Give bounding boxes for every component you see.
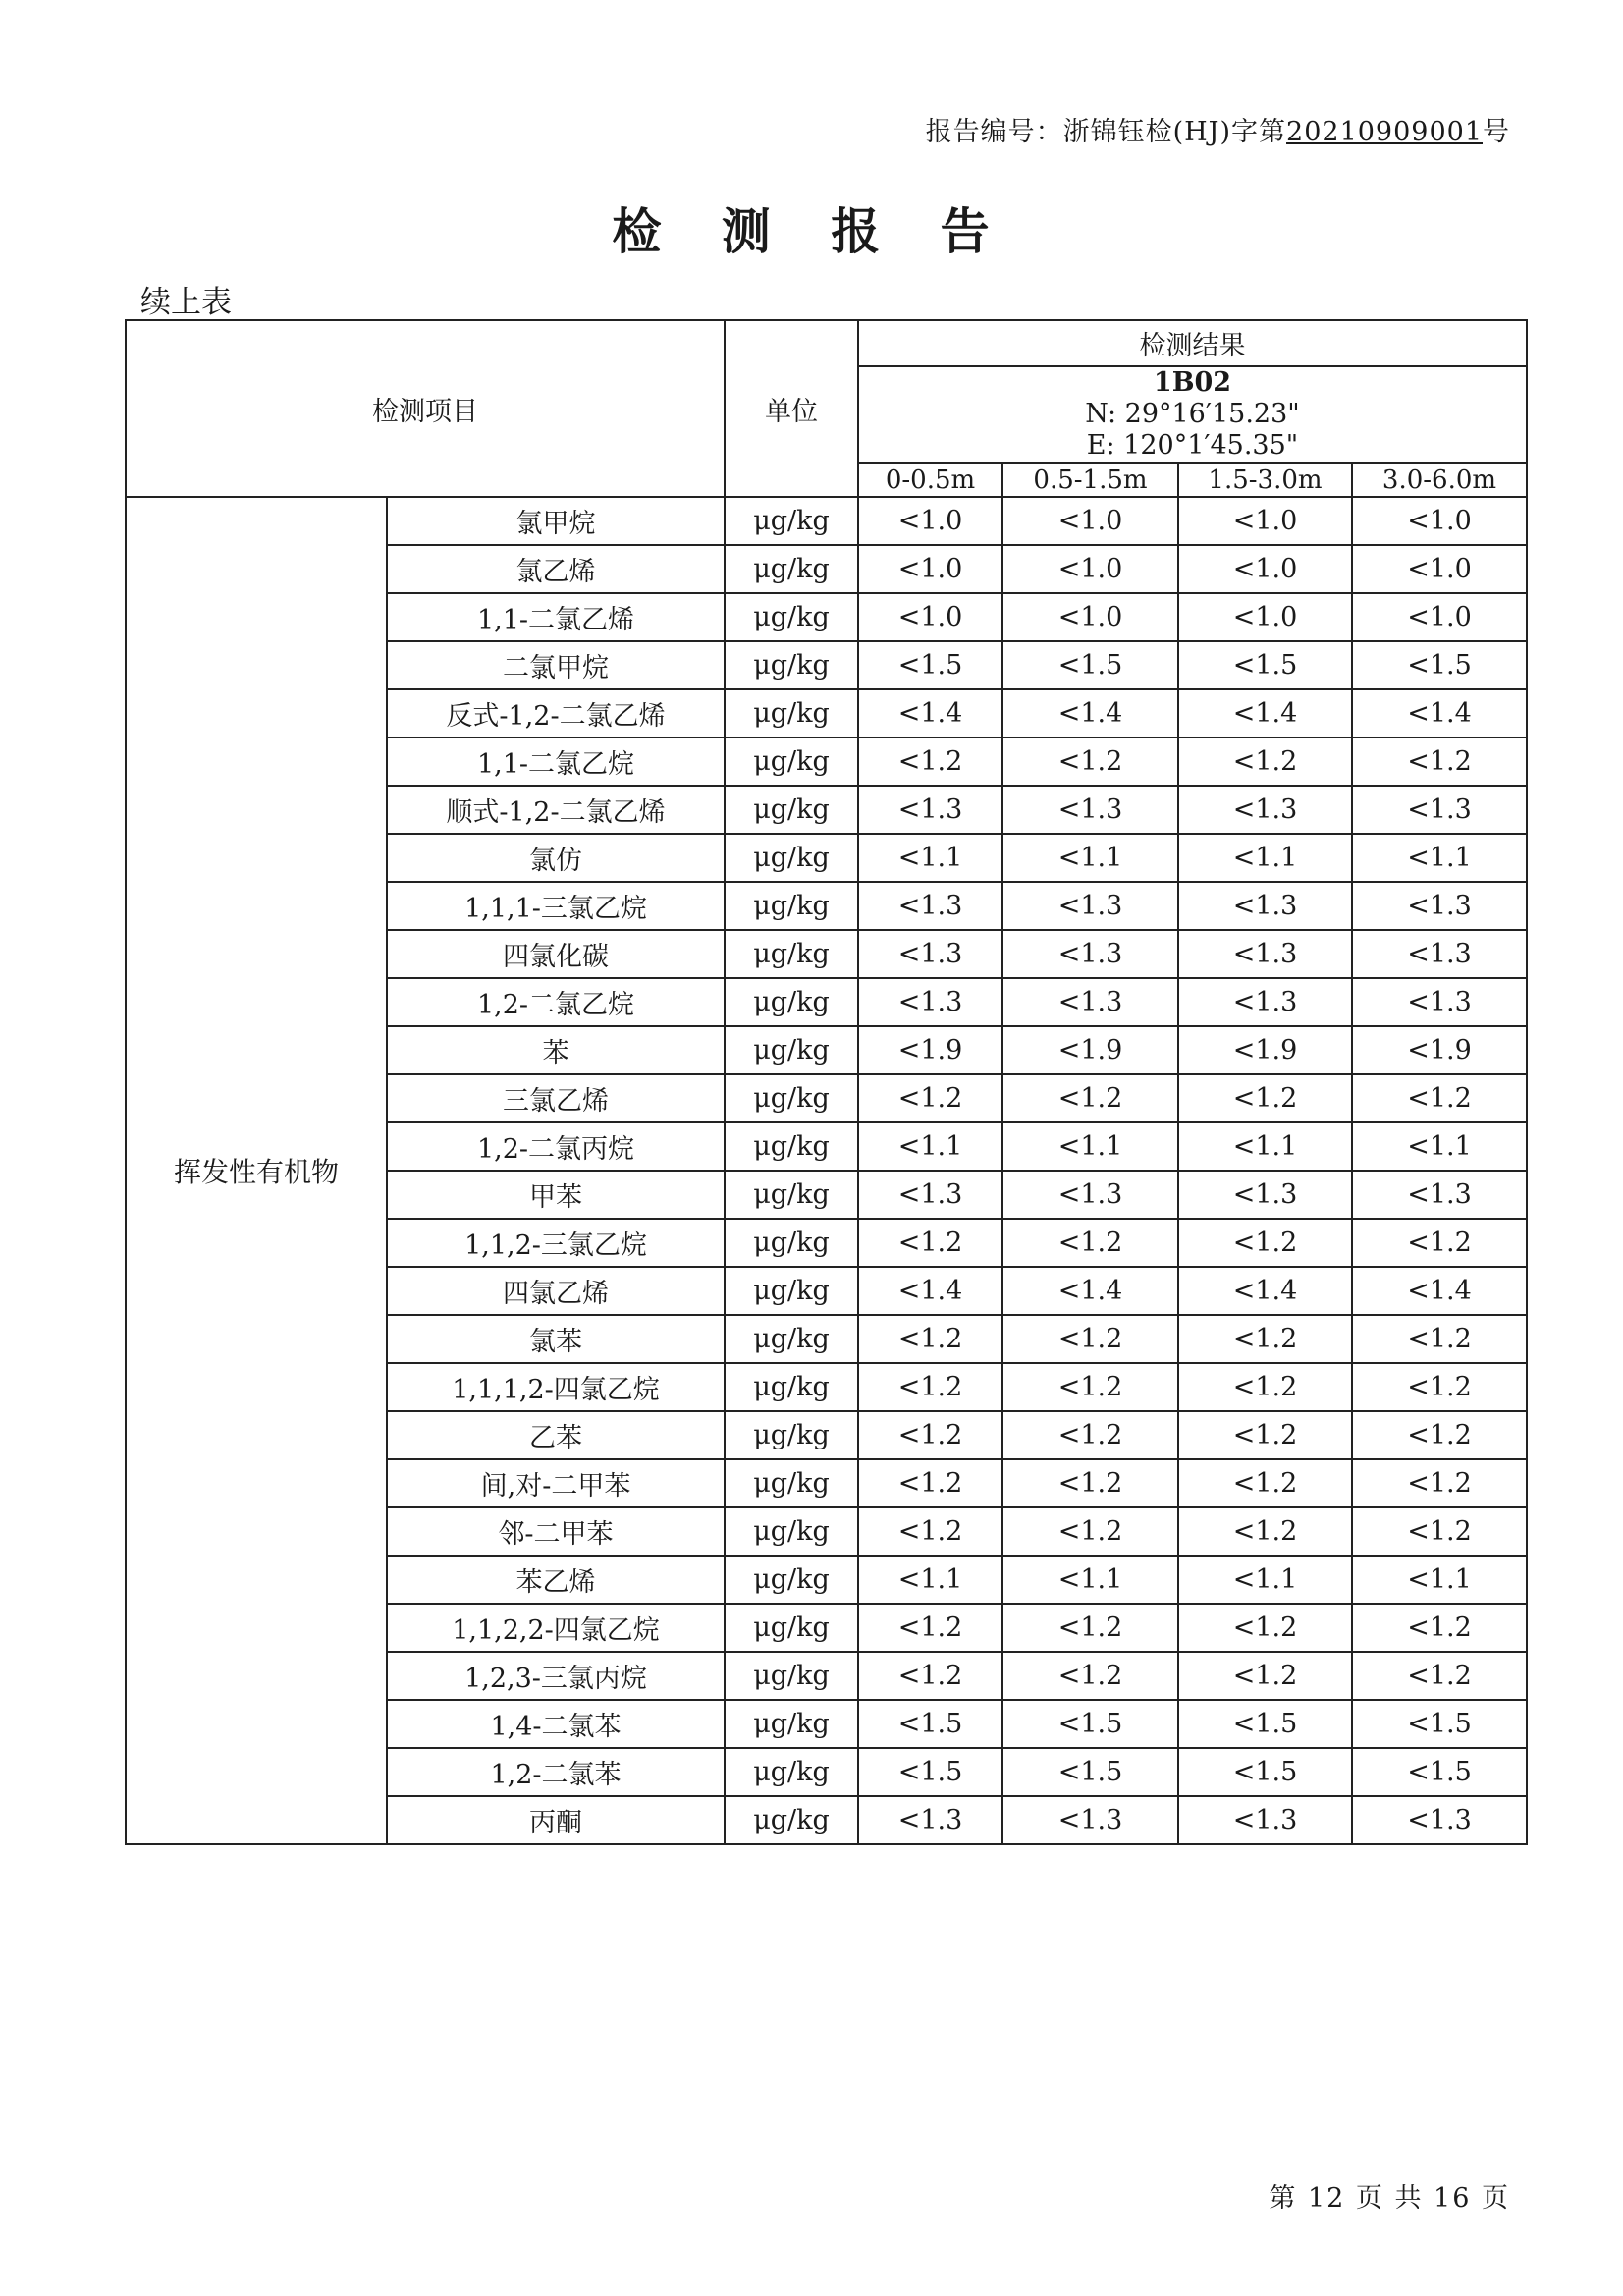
result-value: <1.0 [1002,545,1178,593]
result-value: <1.0 [1352,497,1527,545]
unit-cell: μg/kg [725,545,858,593]
unit-cell: μg/kg [725,1796,858,1844]
result-value: <1.5 [1352,641,1527,689]
compound-name: 间,对-二甲苯 [387,1459,725,1507]
results-column-header: 检测结果 [858,320,1527,366]
compound-name: 丙酮 [387,1796,725,1844]
result-value: <1.2 [1352,1604,1527,1652]
result-value: <1.2 [1178,738,1352,786]
result-value: <1.2 [1002,738,1178,786]
depth-header: 1.5-3.0m [1178,463,1352,497]
result-value: <1.2 [1352,1507,1527,1556]
unit-cell: μg/kg [725,1315,858,1363]
result-value: <1.5 [1352,1700,1527,1748]
unit-cell: μg/kg [725,1171,858,1219]
unit-cell: μg/kg [725,593,858,641]
result-value: <1.4 [1178,1267,1352,1315]
compound-name: 1,1-二氯乙烷 [387,738,725,786]
report-number-prefix: 报告编号：浙锦钰检(HJ)字第 [925,117,1287,147]
unit-cell: μg/kg [725,930,858,978]
result-value: <1.3 [858,786,1002,834]
result-value: <1.1 [858,834,1002,882]
result-value: <1.1 [858,1122,1002,1171]
unit-cell: μg/kg [725,1459,858,1507]
result-value: <1.2 [1002,1652,1178,1700]
category-cell: 挥发性有机物 [126,497,387,1844]
result-value: <1.2 [858,1074,1002,1122]
result-value: <1.2 [1178,1652,1352,1700]
result-value: <1.4 [1178,689,1352,738]
unit-cell: μg/kg [725,1556,858,1604]
result-value: <1.3 [1352,786,1527,834]
result-value: <1.2 [858,1363,1002,1411]
result-value: <1.2 [1002,1219,1178,1267]
result-value: <1.9 [1002,1026,1178,1074]
result-value: <1.2 [1178,1363,1352,1411]
site-latitude: N: 29°16′15.23" [1085,399,1300,429]
result-value: <1.5 [1352,1748,1527,1796]
unit-cell: μg/kg [725,1122,858,1171]
result-value: <1.2 [1178,1411,1352,1459]
result-value: <1.3 [1352,930,1527,978]
result-value: <1.3 [1178,786,1352,834]
result-value: <1.0 [1178,545,1352,593]
result-value: <1.2 [1178,1219,1352,1267]
result-value: <1.9 [1178,1026,1352,1074]
compound-name: 氯甲烷 [387,497,725,545]
result-value: <1.2 [1352,1315,1527,1363]
result-value: <1.2 [1178,1507,1352,1556]
result-value: <1.3 [1002,930,1178,978]
compound-name: 1,2-二氯苯 [387,1748,725,1796]
result-value: <1.9 [1352,1026,1527,1074]
unit-cell: μg/kg [725,1074,858,1122]
result-value: <1.2 [1352,1652,1527,1700]
result-value: <1.2 [858,1652,1002,1700]
result-value: <1.3 [1178,882,1352,930]
result-value: <1.5 [858,641,1002,689]
result-value: <1.3 [1178,978,1352,1026]
unit-cell: μg/kg [725,978,858,1026]
unit-cell: μg/kg [725,1363,858,1411]
result-value: <1.2 [1002,1315,1178,1363]
result-value: <1.2 [1002,1411,1178,1459]
compound-name: 1,1,1-三氯乙烷 [387,882,725,930]
result-value: <1.2 [1002,1074,1178,1122]
result-value: <1.4 [1002,1267,1178,1315]
compound-name: 苯 [387,1026,725,1074]
report-number [926,110,1510,148]
result-value: <1.2 [1178,1604,1352,1652]
result-value: <1.1 [1178,834,1352,882]
result-value: <1.0 [1178,497,1352,545]
unit-cell: μg/kg [725,1411,858,1459]
unit-cell: μg/kg [725,497,858,545]
result-value: <1.3 [1002,786,1178,834]
result-value: <1.5 [1002,641,1178,689]
result-value: <1.3 [1352,1796,1527,1844]
unit-cell: μg/kg [725,1700,858,1748]
result-value: <1.2 [1002,1363,1178,1411]
compound-name: 1,2-二氯乙烷 [387,978,725,1026]
result-value: <1.2 [1178,1459,1352,1507]
result-value: <1.0 [1352,593,1527,641]
unit-column-header: 单位 [725,320,858,497]
compound-name: 邻-二甲苯 [387,1507,725,1556]
compound-name: 氯苯 [387,1315,725,1363]
result-value: <1.2 [1178,1315,1352,1363]
compound-name: 1,2-二氯丙烷 [387,1122,725,1171]
result-value: <1.2 [1352,1219,1527,1267]
compound-name: 1,1,2,2-四氯乙烷 [387,1604,725,1652]
result-value: <1.3 [858,978,1002,1026]
compound-name: 三氯乙烯 [387,1074,725,1122]
compound-name: 乙苯 [387,1411,725,1459]
result-value: <1.1 [1178,1122,1352,1171]
result-value: <1.2 [1352,1074,1527,1122]
result-value: <1.2 [858,1459,1002,1507]
result-value: <1.5 [858,1748,1002,1796]
table-header [126,320,1527,497]
result-value: <1.0 [858,497,1002,545]
result-value: <1.4 [1002,689,1178,738]
unit-cell: μg/kg [725,689,858,738]
unit-cell: μg/kg [725,1219,858,1267]
unit-cell: μg/kg [725,834,858,882]
unit-cell: μg/kg [725,1507,858,1556]
result-value: <1.2 [1352,1411,1527,1459]
compound-name: 二氯甲烷 [387,641,725,689]
unit-cell: μg/kg [725,1652,858,1700]
result-value: <1.4 [858,689,1002,738]
result-value: <1.3 [1178,930,1352,978]
result-value: <1.2 [858,1219,1002,1267]
unit-cell: μg/kg [725,1748,858,1796]
result-value: <1.5 [1178,641,1352,689]
result-value: <1.4 [1352,689,1527,738]
result-value: <1.3 [1178,1171,1352,1219]
result-value: <1.1 [1178,1556,1352,1604]
site-info [858,366,1527,463]
result-value: <1.1 [1002,1122,1178,1171]
result-value: <1.3 [1352,978,1527,1026]
result-value: <1.2 [1352,1363,1527,1411]
result-value: <1.3 [858,1171,1002,1219]
result-value: <1.1 [1002,834,1178,882]
result-value: <1.5 [1178,1748,1352,1796]
result-value: <1.2 [1002,1459,1178,1507]
page-title: 检 测 报 告 [612,203,1011,260]
depth-header: 0.5-1.5m [1002,463,1178,497]
result-value: <1.0 [1352,545,1527,593]
compound-name: 1,4-二氯苯 [387,1700,725,1748]
result-value: <1.1 [858,1556,1002,1604]
item-column-header: 检测项目 [126,320,725,497]
result-value: <1.3 [1002,882,1178,930]
result-value: <1.3 [858,882,1002,930]
site-longitude: E: 120°1′45.35" [1086,430,1299,461]
depth-header: 0-0.5m [858,463,1002,497]
compound-name: 反式-1,2-二氯乙烯 [387,689,725,738]
result-value: <1.2 [1002,1507,1178,1556]
result-value: <1.4 [858,1267,1002,1315]
result-value: <1.2 [858,1315,1002,1363]
result-value: <1.0 [1002,593,1178,641]
report-number-suffix: 号 [1483,117,1510,147]
compound-name: 氯乙烯 [387,545,725,593]
result-value: <1.9 [858,1026,1002,1074]
compound-name: 四氯化碳 [387,930,725,978]
result-value: <1.3 [1002,1171,1178,1219]
unit-cell: μg/kg [725,1026,858,1074]
page-number: 第 12 页 共 16 页 [1269,2183,1510,2214]
result-value: <1.2 [858,738,1002,786]
results-table [125,319,1528,1845]
result-value: <1.1 [1002,1556,1178,1604]
result-value: <1.2 [1352,738,1527,786]
compound-name: 1,2,3-三氯丙烷 [387,1652,725,1700]
report-number-value: 20210909001 [1286,117,1483,147]
result-value: <1.5 [1178,1700,1352,1748]
unit-cell: μg/kg [725,641,858,689]
depth-header: 3.0-6.0m [1352,463,1527,497]
site-id: 1B02 [1153,367,1232,398]
unit-cell: μg/kg [725,1267,858,1315]
result-value: <1.5 [1002,1748,1178,1796]
result-value: <1.1 [1352,1122,1527,1171]
compound-name: 甲苯 [387,1171,725,1219]
unit-cell: μg/kg [725,1604,858,1652]
unit-cell: μg/kg [725,738,858,786]
result-value: <1.2 [858,1507,1002,1556]
table-body [126,497,1527,1844]
result-value: <1.5 [1002,1700,1178,1748]
continued-label: 续上表 [140,285,232,320]
result-value: <1.3 [1352,1171,1527,1219]
compound-name: 苯乙烯 [387,1556,725,1604]
result-value: <1.1 [1352,834,1527,882]
result-value: <1.3 [1002,978,1178,1026]
result-value: <1.2 [1352,1459,1527,1507]
result-value: <1.1 [1352,1556,1527,1604]
result-value: <1.2 [858,1411,1002,1459]
result-value: <1.0 [1002,497,1178,545]
result-value: <1.5 [858,1700,1002,1748]
result-value: <1.2 [858,1604,1002,1652]
result-value: <1.3 [858,930,1002,978]
result-value: <1.3 [858,1796,1002,1844]
compound-name: 1,1,2-三氯乙烷 [387,1219,725,1267]
result-value: <1.0 [1178,593,1352,641]
compound-name: 氯仿 [387,834,725,882]
compound-name: 1,1-二氯乙烯 [387,593,725,641]
unit-cell: μg/kg [725,882,858,930]
result-value: <1.0 [858,593,1002,641]
result-value: <1.3 [1352,882,1527,930]
result-value: <1.3 [1002,1796,1178,1844]
result-value: <1.0 [858,545,1002,593]
table-row [126,497,1527,545]
result-value: <1.2 [1178,1074,1352,1122]
compound-name: 1,1,1,2-四氯乙烷 [387,1363,725,1411]
compound-name: 顺式-1,2-二氯乙烯 [387,786,725,834]
result-value: <1.2 [1002,1604,1178,1652]
compound-name: 四氯乙烯 [387,1267,725,1315]
result-value: <1.3 [1178,1796,1352,1844]
result-value: <1.4 [1352,1267,1527,1315]
unit-cell: μg/kg [725,786,858,834]
